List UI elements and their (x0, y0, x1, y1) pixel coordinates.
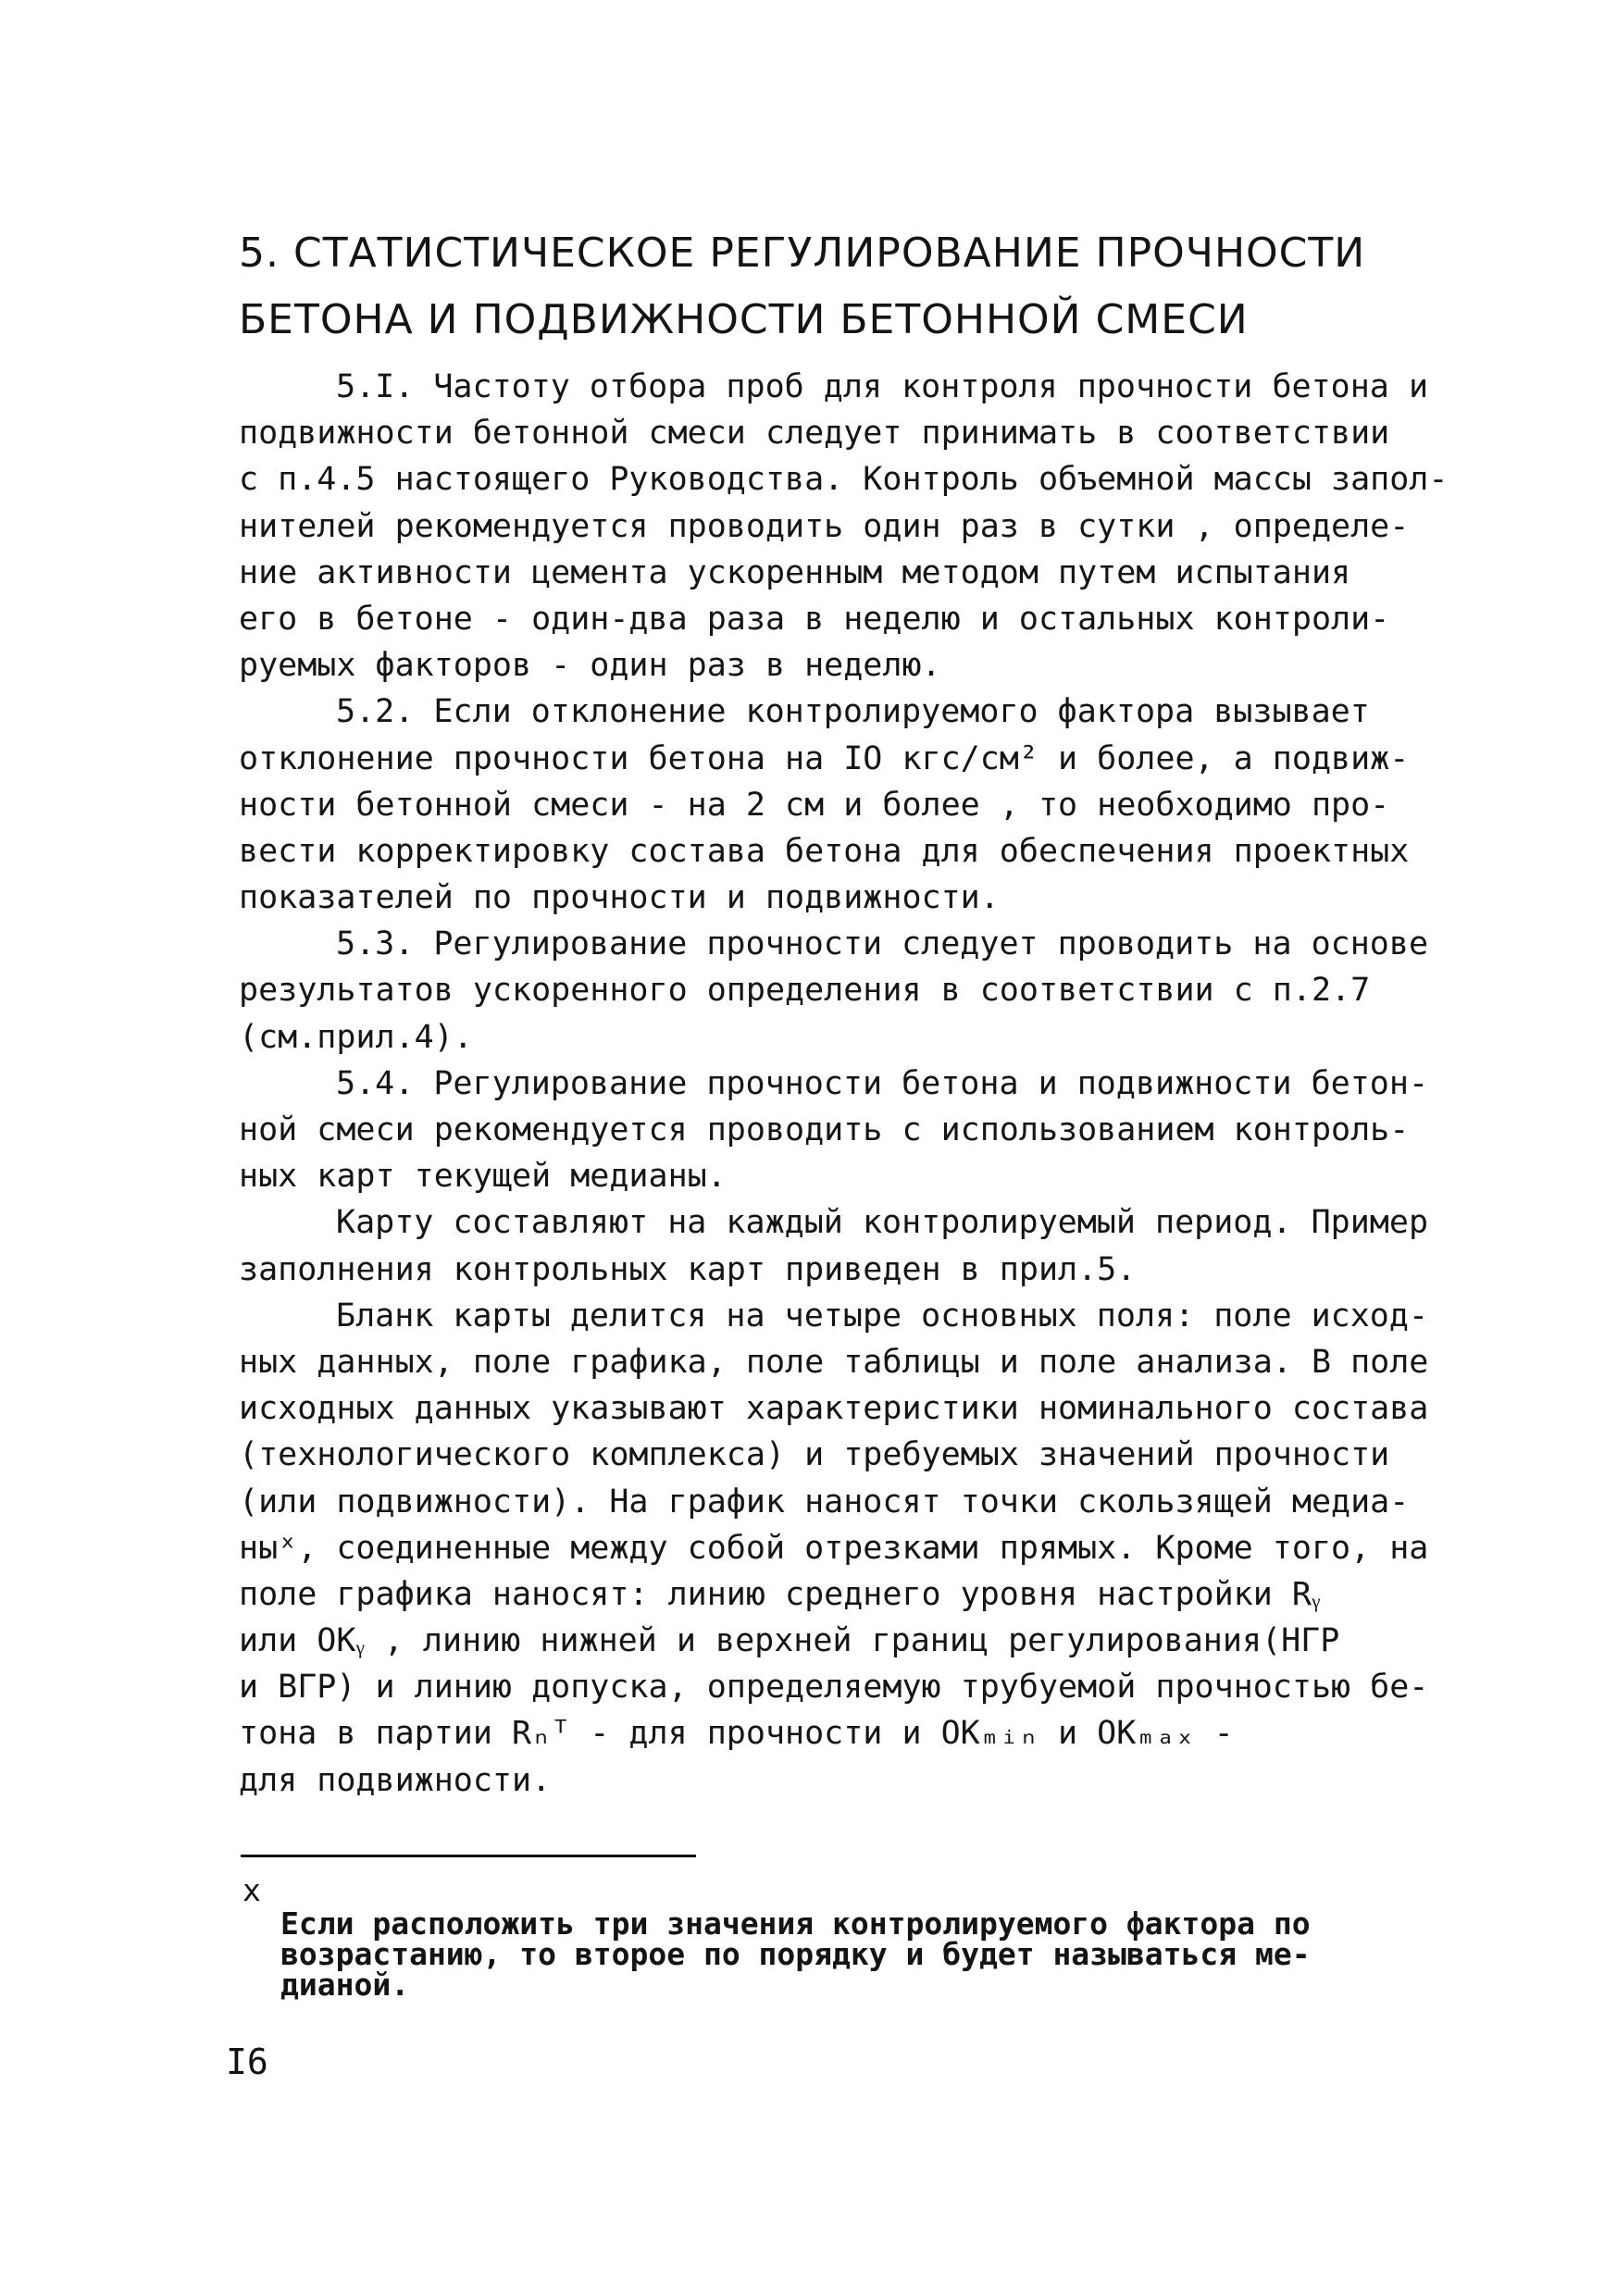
text-line: Карту составляют на каждый контролируемый период. Пример (336, 1204, 1429, 1242)
text-line: ных карт текущей медианы. (239, 1158, 727, 1196)
footnote-line: Если расположить три значения контролируемого фактора по (280, 1905, 1311, 1942)
text-line: ности бетонной смеси - на 2 см и более , то необходимо про- (239, 786, 1390, 824)
footnote-marker: x (243, 1872, 261, 1908)
text-line: или ОКᵧ , линию нижней и верхней границ регулирования(НГР (239, 1622, 1340, 1660)
paragraph-5-3 (239, 921, 1429, 1061)
text-line: вести корректировку состава бетона для обеспечения проектных (239, 832, 1410, 870)
footnote-line: дианой. (280, 1967, 410, 2003)
text-line: (см.прил.4). (239, 1018, 473, 1056)
text-line: с п.4.5 настоящего Руководства. Контроль объемной массы запол- (239, 461, 1449, 499)
text-line: тона в партии Rₙᵀ - для прочности и ОКₘᵢₙ и ОКₘₐₓ - (239, 1715, 1234, 1753)
paragraph-control-card (239, 1199, 1429, 1292)
paragraph-5-4 (239, 1061, 1429, 1200)
text-line: 5.4. Регулирование прочности бетона и подвижности бетон- (336, 1064, 1429, 1102)
text-line: ных данных, поле графика, поле таблицы и поле анализа. В поле (239, 1343, 1429, 1381)
text-line: поле графика наносят: линию среднего уровня настройки Rᵧ (239, 1575, 1321, 1613)
text-line: 5.I. Частоту отбора проб для контроля прочности бетона и (336, 368, 1429, 405)
page-number: I6 (226, 2042, 268, 2082)
text-line: показателей по прочности и подвижности. (239, 879, 1000, 917)
text-line: ныˣ, соединенные между собой отрезками прямых. Кроме того, на (239, 1529, 1429, 1567)
text-line: 5.2. Если отклонение контролируемого фактора вызывает (336, 693, 1370, 731)
section-title (239, 220, 1442, 354)
text-line: (или подвижности). На график наносят точки скользящей медиа- (239, 1483, 1410, 1520)
text-line: 5.3. Регулирование прочности следует проводить на основе (336, 925, 1429, 963)
body-text (239, 364, 1449, 1804)
paragraph-card-form (239, 1293, 1429, 1804)
text-line: нителей рекомендуется проводить один раз в сутки , определе- (239, 507, 1410, 545)
text-line: ние активности цемента ускоренным методом путем испытания (239, 553, 1351, 591)
text-line: для подвижности. (239, 1761, 552, 1799)
text-line: его в бетоне - один-два раза в неделю и остальных контроли- (239, 600, 1390, 638)
text-line: исходных данных указывают характеристики номинального состава (239, 1390, 1429, 1428)
paragraph-5-2 (239, 689, 1410, 921)
text-line: отклонение прочности бетона на IO кгс/см² и более, а подвиж- (239, 739, 1410, 777)
footnote-text (280, 1905, 1391, 2003)
text-line: ной смеси рекомендуется проводить с использованием контроль- (239, 1111, 1410, 1148)
text-line: Бланк карты делится на четыре основных поля: поле исход- (336, 1297, 1429, 1334)
paragraph-5-1 (239, 364, 1449, 689)
footnote-divider (241, 1855, 696, 1857)
text-line: результатов ускоренного определения в соответствии с п.2.7 (239, 972, 1371, 1010)
section-title-line-1: 5. СТАТИСТИЧЕСКОЕ РЕГУЛИРОВАНИЕ ПРОЧНОСТИ (239, 230, 1366, 277)
text-line: руемых факторов - один раз в неделю. (239, 647, 941, 685)
text-line: подвижности бетонной смеси следует принимать в соответствии (239, 415, 1390, 453)
text-line: (технологического комплекса) и требуемых значений прочности (239, 1436, 1390, 1474)
section-title-line-2: БЕТОНА И ПОДВИЖНОСТИ БЕТОННОЙ СМЕСИ (239, 296, 1249, 343)
text-line: и ВГР) и линию допуска, определяемую трубуемой прочностью бе- (239, 1669, 1429, 1706)
text-line: заполнения контрольных карт приведен в прил.5. (239, 1250, 1137, 1288)
footnote-line: возрастанию, то второе по порядку и будет называться ме- (280, 1936, 1311, 1972)
